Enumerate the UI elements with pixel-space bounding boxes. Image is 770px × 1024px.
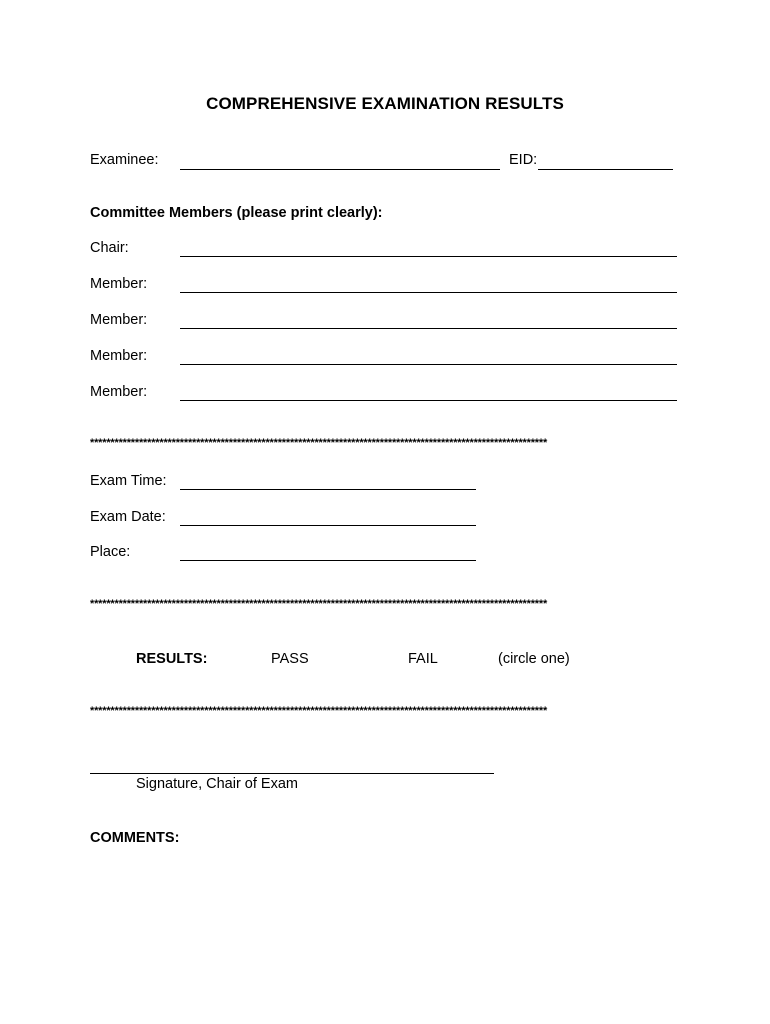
separator-3: **************************************************************************************************************** — [90, 705, 548, 717]
exam-time-field-line[interactable] — [180, 489, 476, 490]
examinee-label: Examinee: — [90, 152, 159, 168]
member-label-4: Member: — [90, 384, 148, 400]
separator-1: **************************************************************************************************************** — [90, 437, 548, 449]
member-label-2: Member: — [90, 312, 148, 328]
page-title: COMPREHENSIVE EXAMINATION RESULTS — [206, 94, 564, 113]
examinee-field-line[interactable] — [180, 169, 500, 170]
eid-label: EID: — [509, 152, 538, 168]
member-field-line-4[interactable] — [180, 400, 677, 401]
comments-area[interactable] — [90, 856, 680, 996]
signature-caption: Signature, Chair of Exam — [136, 776, 298, 792]
committee-heading: Committee Members (please print clearly): — [90, 205, 383, 221]
member-label-3: Member: — [90, 348, 148, 364]
circle-one-hint: (circle one) — [498, 651, 570, 667]
exam-time-label: Exam Time: — [90, 473, 167, 489]
pass-option[interactable]: PASS — [271, 651, 309, 667]
member-field-line-2[interactable] — [180, 328, 677, 329]
signature-line[interactable] — [90, 773, 494, 774]
exam-date-field-line[interactable] — [180, 525, 476, 526]
chair-label: Chair: — [90, 240, 129, 256]
comments-label: COMMENTS: — [90, 830, 180, 846]
eid-field-line[interactable] — [538, 169, 673, 170]
fail-option[interactable]: FAIL — [408, 651, 438, 667]
member-label-1: Member: — [90, 276, 148, 292]
place-label: Place: — [90, 544, 131, 560]
results-label: RESULTS: — [136, 651, 208, 667]
chair-field-line[interactable] — [180, 256, 677, 257]
member-field-line-1[interactable] — [180, 292, 677, 293]
separator-2: **************************************************************************************************************** — [90, 598, 548, 610]
place-field-line[interactable] — [180, 560, 476, 561]
exam-date-label: Exam Date: — [90, 509, 166, 525]
member-field-line-3[interactable] — [180, 364, 677, 365]
